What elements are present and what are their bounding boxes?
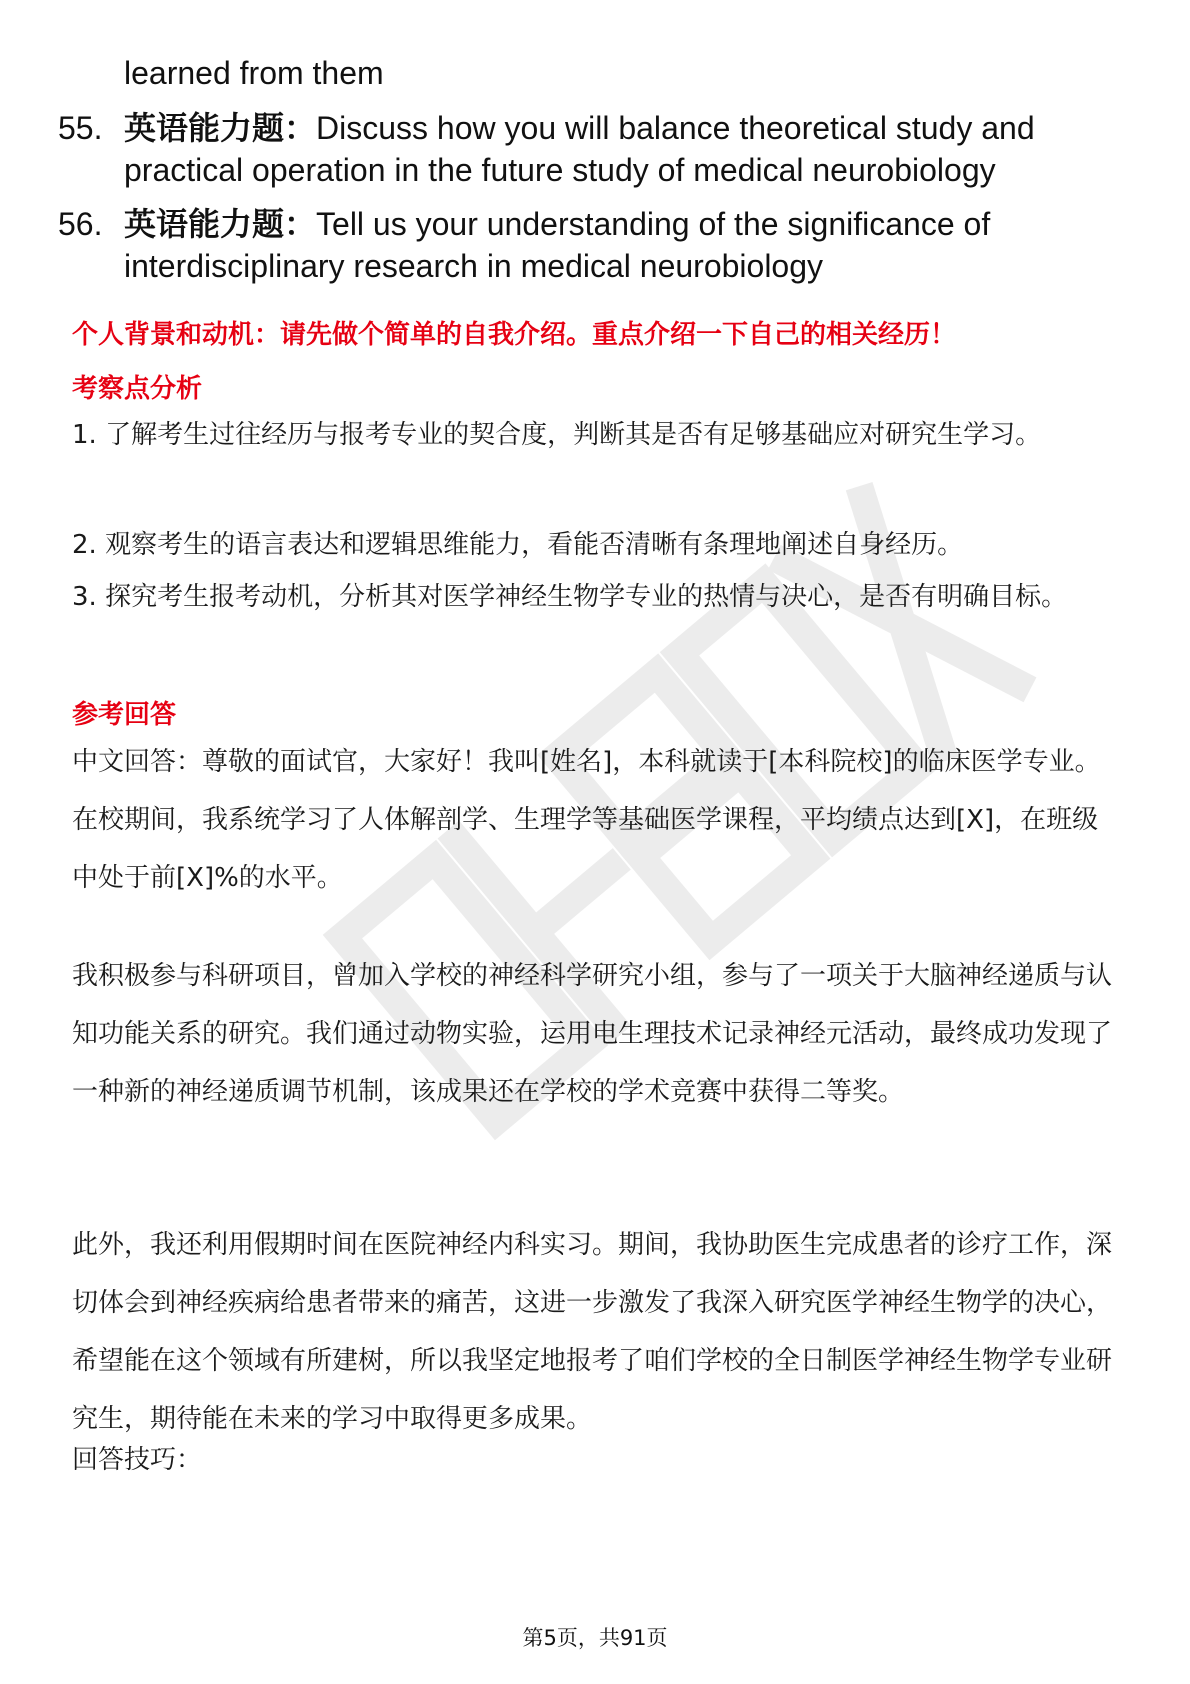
question-item-56 bbox=[58, 203, 1138, 287]
question-number: 55. bbox=[58, 110, 103, 146]
question-text: Discuss how you will balance theoretical study and practical operation in the future study of medical neurobiology bbox=[124, 110, 1035, 188]
tips-label: 回答技巧： bbox=[72, 1445, 203, 1475]
answer-paragraph: 此外，我还利用假期时间在医院神经内科实习。期间，我协助医生完成患者的诊疗工作，深切体会到神经疾病给患者带来的痛苦，这进一步激发了我深入研究医学神经生物学的决心，希望能在这个领域有所建树，所以我坚定地报考了咱们学校的全日制医学神经生物学专业研究生，期待能在未来的学习中取得更多成果。 bbox=[72, 1230, 1113, 1434]
question-text: Tell us your understanding of the significance of interdisciplinary research in medical neurobiology bbox=[124, 206, 991, 284]
question-tag: 英语能力题： bbox=[124, 110, 317, 146]
analysis-heading: 考察点分析 bbox=[72, 374, 203, 404]
question-continuation: learned from them bbox=[124, 55, 384, 91]
question-item-55 bbox=[58, 107, 1138, 191]
answer-heading: 参考回答 bbox=[72, 700, 177, 730]
section-question-heading: 个人背景和动机：请先做个简单的自我介绍。重点介绍一下自己的相关经历！ bbox=[72, 320, 957, 350]
page-number-footer: 第5页，共91页 bbox=[522, 1626, 668, 1650]
analysis-point: 3. 探究考生报考动机，分析其对医学神经生物学专业的热情与决心，是否有明确目标。 bbox=[72, 582, 1068, 612]
analysis-point: 2. 观察考生的语言表达和逻辑思维能力，看能否清晰有条理地阐述自身经历。 bbox=[72, 530, 964, 560]
question-number: 56. bbox=[58, 206, 103, 242]
answer-paragraph: 我积极参与科研项目，曾加入学校的神经科学研究小组，参与了一项关于大脑神经递质与认知功能关系的研究。我们通过动物实验，运用电生理技术记录神经元活动，最终成功发现了一种新的神经递质调节机制，该成果还在学校的学术竞赛中获得二等奖。 bbox=[72, 961, 1113, 1107]
question-tag: 英语能力题： bbox=[124, 206, 317, 242]
answer-paragraph: 中文回答：尊敬的面试官，大家好！我叫[姓名]，本科就读于[本科院校]的临床医学专业。在校期间，我系统学习了人体解剖学、生理学等基础医学课程，平均绩点达到[X]，在班级中处于前[X]%的水平。 bbox=[72, 747, 1101, 893]
analysis-point: 1. 了解考生过往经历与报考专业的契合度，判断其是否有足够基础应对研究生学习。 bbox=[72, 420, 1042, 450]
